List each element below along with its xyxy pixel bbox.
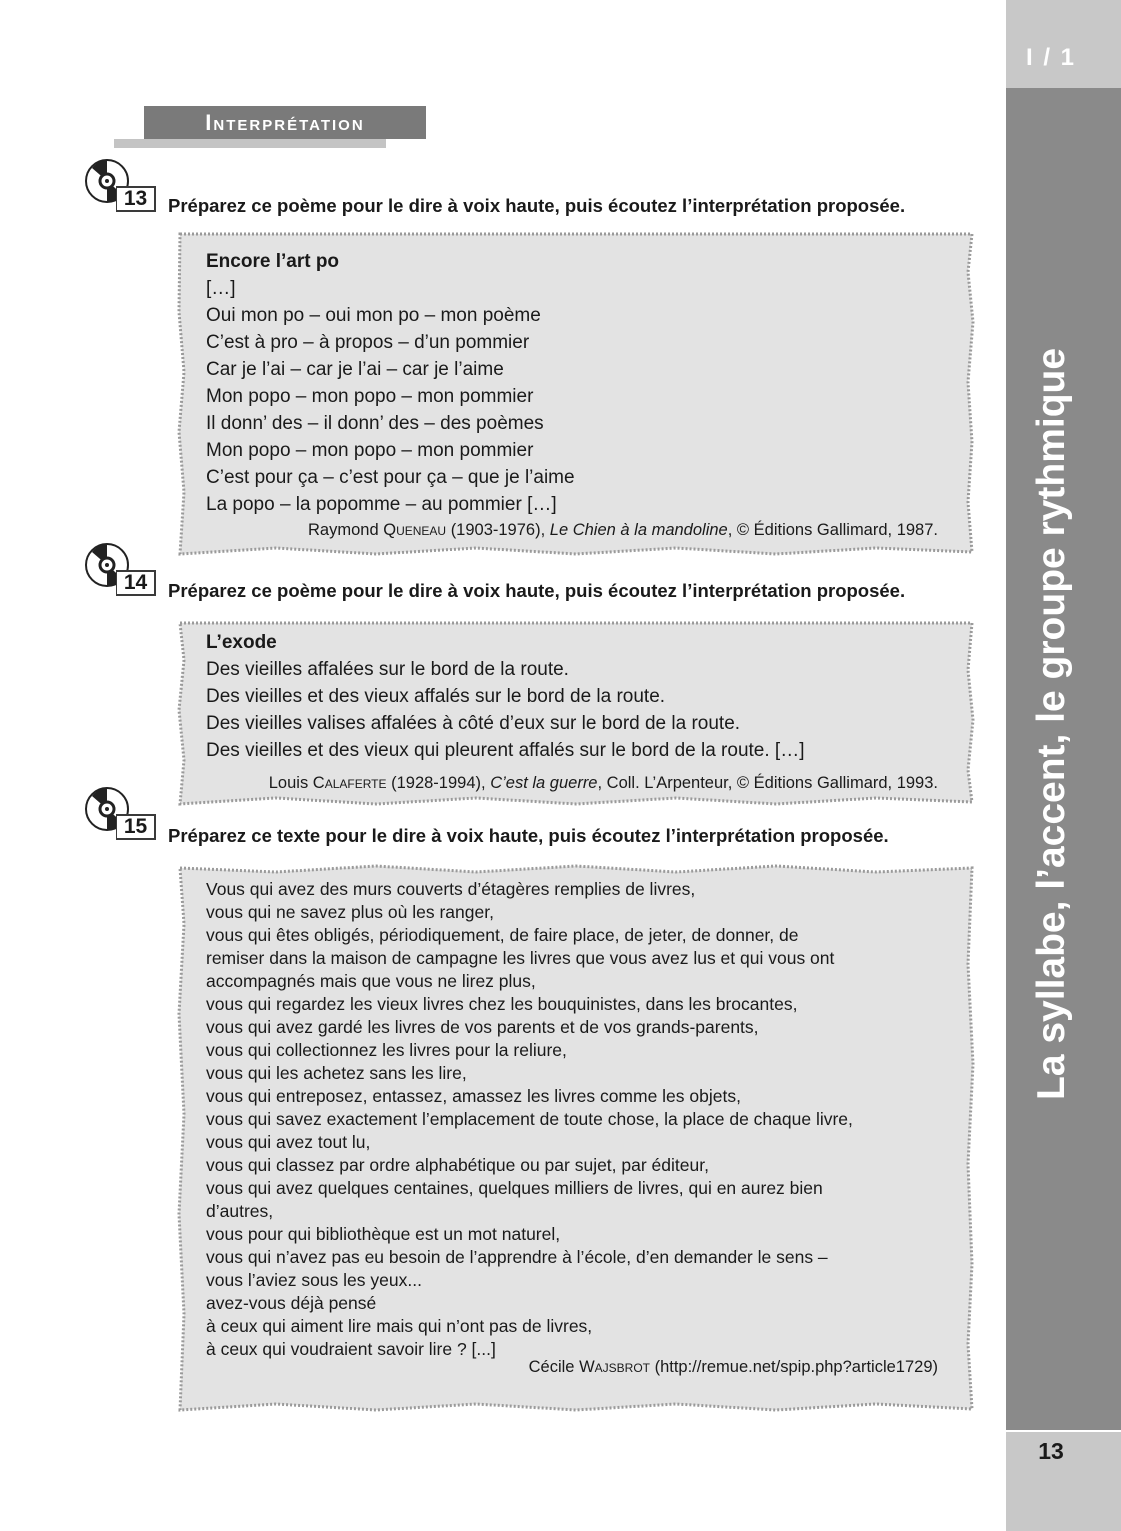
- text-line: vous qui savez exactement l’emplacement de toute chose, la place de chaque livre,: [206, 1109, 853, 1129]
- text-line: remiser dans la maison de campagne les livres que vous avez lus et qui vous ont: [206, 948, 835, 968]
- text-line: vous qui les achetez sans les lire,: [206, 1063, 467, 1083]
- text-line: vous qui avez gardé les livres de vos parents et de vos grands-parents,: [206, 1017, 759, 1037]
- poem-line: Mon popo – mon popo – mon pommier: [206, 386, 534, 407]
- citation: Louis Calaferte (1928-1994), C’est la guerre, Coll. L’Arpenteur, © Éditions Gallimard, 1993.: [268, 774, 938, 792]
- text-line: vous qui entreposez, entassez, amassez les livres comme les objets,: [206, 1086, 741, 1106]
- poem-box: [176, 232, 976, 558]
- poem-line: Des vieilles et des vieux qui pleurent affalés sur le bord de la route. […]: [206, 740, 805, 761]
- poem-line: Car je l’ai – car je l’ai – car je l’aime: [206, 359, 504, 380]
- text-line: accompagnés mais que vous ne lirez plus,: [206, 971, 536, 991]
- page-number-tab: [1006, 1430, 1121, 1531]
- text-line: vous qui regardez les vieux livres chez les bouquinistes, dans les brocantes,: [206, 994, 798, 1014]
- text-line: vous qui n’avez pas eu besoin de l’apprendre à l’école, d’en demander le sens –: [206, 1247, 828, 1267]
- exercise-number: 14: [116, 570, 156, 596]
- text-line: avez-vous déjà pensé: [206, 1293, 377, 1313]
- section-title: Interprétation: [144, 106, 426, 139]
- text-line: vous qui ne savez plus où les ranger,: [206, 902, 494, 922]
- text-line: vous qui avez quelques centaines, quelques milliers de livres, qui en aurez bien: [206, 1178, 823, 1198]
- prose-text: [206, 878, 853, 1361]
- poem-line: C’est à pro – à propos – d’un pommier: [206, 332, 530, 353]
- exercise-instruction: Préparez ce poème pour le dire à voix haute, puis écoutez l’interprétation proposée.: [168, 580, 906, 601]
- poem-line: La popo – la popomme – au pommier […]: [206, 494, 557, 515]
- poem-title: Encore l’art po: [206, 251, 340, 272]
- citation: Raymond Queneau (1903-1976), Le Chien à la mandoline, © Éditions Gallimard, 1987.: [308, 521, 938, 539]
- exercise-number: 13: [116, 186, 156, 212]
- poem-line: Des vieilles et des vieux affalés sur le bord de la route.: [206, 686, 666, 707]
- page-number: 13: [1038, 1438, 1064, 1464]
- poem-box: [176, 620, 976, 808]
- poem-line: Des vieilles valises affalées à côté d’eux sur le bord de la route.: [206, 713, 741, 734]
- text-line: vous qui collectionnez les livres pour la reliure,: [206, 1040, 567, 1060]
- poem-line: Oui mon po – oui mon po – mon poème: [206, 305, 541, 326]
- poem-line: C’est pour ça – c’est pour ça – que je l’aime: [206, 467, 575, 488]
- text-line: à ceux qui voudraient savoir lire ? [...]: [206, 1339, 496, 1359]
- text-line: vous qui êtes obligés, périodiquement, de faire place, de jeter, de donner, de: [206, 925, 799, 945]
- exercise-instruction: Préparez ce poème pour le dire à voix haute, puis écoutez l’interprétation proposée.: [168, 195, 906, 216]
- poem-line: Mon popo – mon popo – mon pommier: [206, 440, 534, 461]
- section-header-shadow: [114, 139, 386, 148]
- unit-tab: [1006, 0, 1121, 88]
- chapter-title: La syllabe, l’accent, le groupe rythmique: [1030, 347, 1073, 1100]
- text-line: vous l’aviez sous les yeux...: [206, 1270, 422, 1290]
- poem-line: […]: [206, 278, 236, 299]
- poem-line: Des vieilles affalées sur le bord de la route.: [206, 659, 569, 680]
- text-line: Vous qui avez des murs couverts d’étagères remplies de livres,: [206, 879, 696, 899]
- text-line: à ceux qui aiment lire mais qui n’ont pas de livres,: [206, 1316, 593, 1336]
- citation: Cécile Wajsbrot (http://remue.net/spip.php?article1729): [528, 1358, 938, 1376]
- poem-line: Il donn’ des – il donn’ des – des poèmes: [206, 413, 544, 434]
- text-line: vous qui avez tout lu,: [206, 1132, 371, 1152]
- text-line: vous pour qui bibliothèque est un mot naturel,: [206, 1224, 561, 1244]
- poem-text: [206, 629, 804, 764]
- text-box: [176, 864, 976, 1416]
- poem-text: [206, 248, 575, 518]
- text-line: d’autres,: [206, 1201, 274, 1221]
- exercise-number: 15: [116, 814, 156, 840]
- unit-label: I / 1: [1025, 44, 1077, 71]
- text-line: vous qui classez par ordre alphabétique ou par sujet, par éditeur,: [206, 1155, 709, 1175]
- exercise-instruction: Préparez ce texte pour le dire à voix haute, puis écoutez l’interprétation proposée.: [168, 825, 889, 846]
- poem-title: L’exode: [206, 632, 277, 653]
